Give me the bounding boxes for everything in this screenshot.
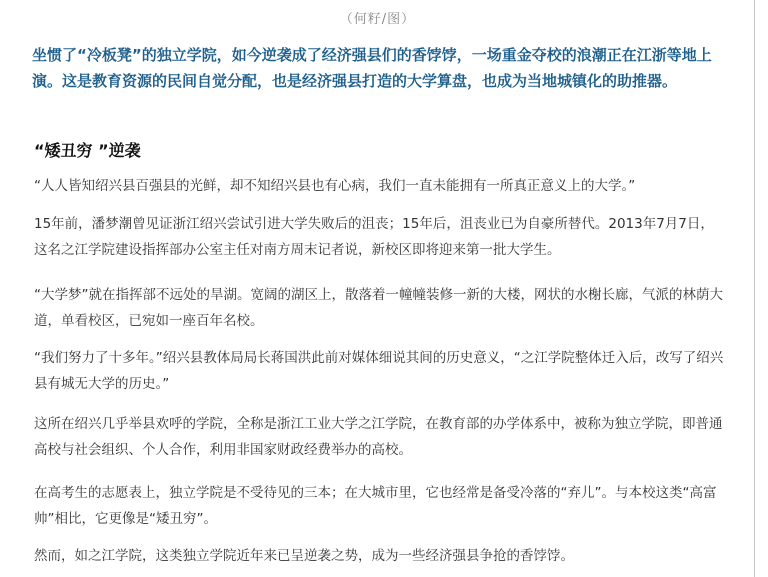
article-paragraph: 这所在绍兴几乎举县欢呼的学院，全称是浙江工业大学之江学院，在教育部的办学体系中，被称为独立学院，即普通高校与社会组织、个人合作，利用非国家财政经费举办的高校。 <box>34 416 723 458</box>
image-caption: （何籽/图） <box>339 12 416 27</box>
article-paragraph: “人人皆知绍兴县百强县的光鲜，却不知绍兴县也有心病，我们一直未能拥有一所真正意义上的大学。” <box>34 178 636 194</box>
article-paragraph: 15年前，潘梦潮曾见证浙江绍兴尝试引进大学失败后的沮丧；15年后，沮丧业已为自豪所替代。2013年7月7日，这名之江学院建设指挥部办公室主任对南方周末记者说，新校区即将迎来第一批大学生。 <box>34 216 714 258</box>
section-heading: “矮丑穷 ”逆袭 <box>34 141 141 160</box>
article-paragraph: 在高考生的志愿表上，独立学院是不受待见的三本；在大城市里，它也经常是备受冷落的“弃儿”。与本校这类“高富帅”相比，它更像是“矮丑穷”。 <box>34 485 717 527</box>
article-paragraph: 然而，如之江学院，这类独立学院近年来已呈逆袭之势，成为一些经济强县争抢的香饽饽。 <box>34 548 574 564</box>
article-lead: 坐惯了“冷板凳”的独立学院，如今逆袭成了经济强县们的香饽饽，一场重金夺校的浪潮正在江浙等地上演。这是教育资源的民间自觉分配，也是经济强县打造的大学算盘，也成为当地城镇化的助推器。 <box>32 46 712 90</box>
article-paragraph: “我们努力了十多年。”绍兴县教体局局长蒋国洪此前对媒体细说其间的历史意义，“之江学院整体迁入后，改写了绍兴县有城无大学的历史。” <box>34 350 724 392</box>
article-paragraph: “大学梦”就在指挥部不远处的旱湖。宽阔的湖区上，散落着一幢幢装修一新的大楼，网状的水榭长廊，气派的林荫大道，单看校区，已宛如一座百年名校。 <box>34 287 723 329</box>
